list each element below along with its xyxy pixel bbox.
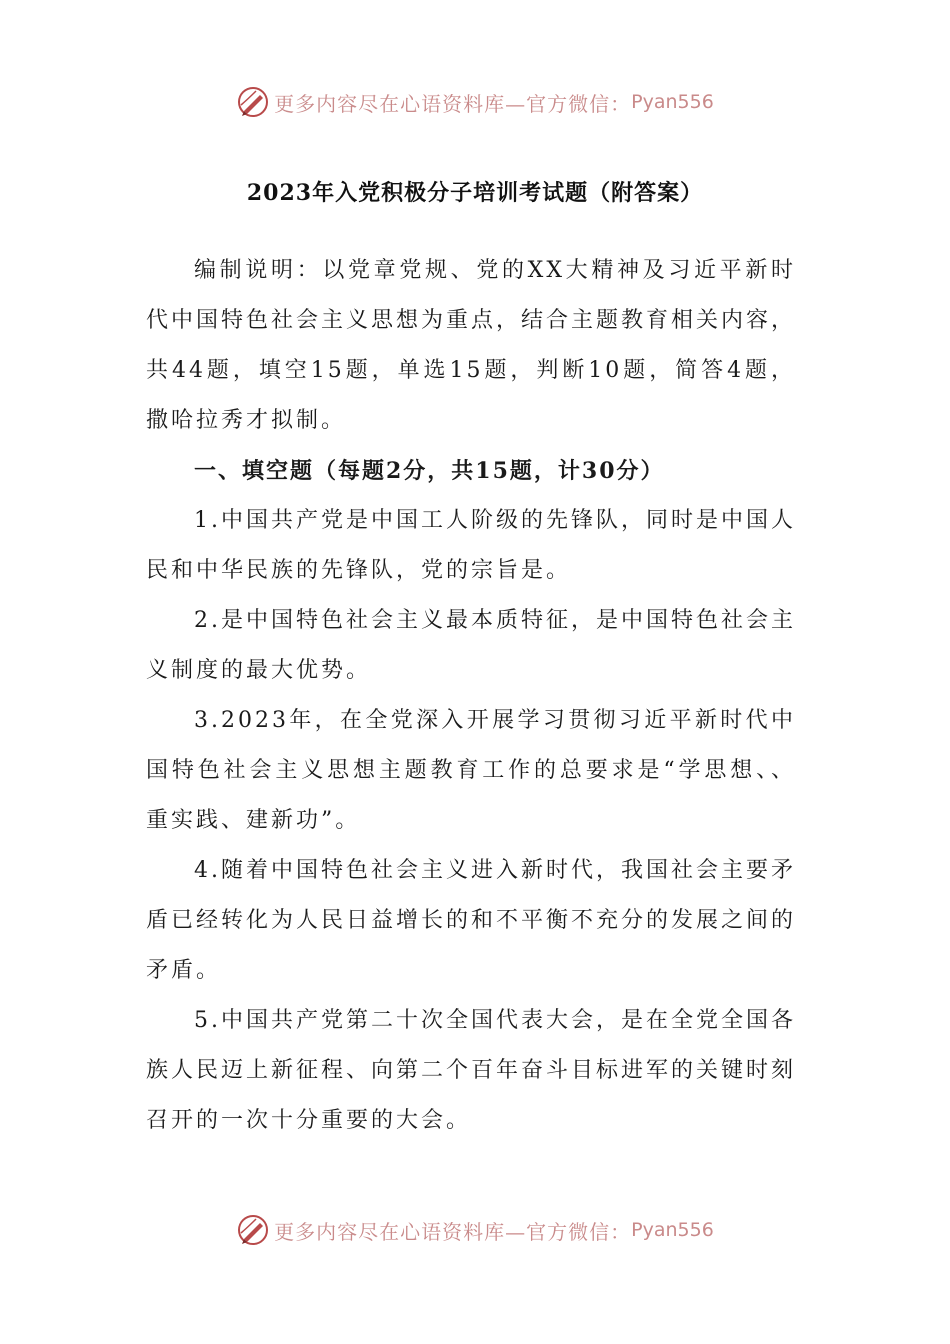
pen-logo-icon [236, 85, 270, 119]
footer-watermark [0, 1210, 950, 1250]
intro-paragraph: 编制说明：以党章党规、党的XX大精神及习近平新时代中国特色社会主义思想为重点，结合主题教育相关内容，共44题，填空15题，单选15题，判断10题，简答4题，撒哈拉秀才拟制。 [146, 258, 797, 433]
question-item: 3.2023年，在全党深入开展学习贯彻习近平新时代中国特色社会主义思想主题教育工作的总要求是“学思想、、重实践、建新功”。 [146, 708, 796, 833]
question-item: 2.是中国特色社会主义最本质特征，是中国特色社会主义制度的最大优势。 [146, 608, 796, 683]
question-item: 5.中国共产党第二十次全国代表大会，是在全党全国各族人民迈上新征程、向第二个百年奋斗目标进军的关键时刻召开的一次十分重要的大会。 [146, 1008, 797, 1133]
section-heading-fill-in: 一、填空题（每题2分，共15题，计30分） [194, 458, 665, 484]
header-watermark [0, 82, 950, 122]
pen-logo-icon [236, 1213, 270, 1247]
question-item: 1.中国共产党是中国工人阶级的先锋队，同时是中国人民和中华民族的先锋队，党的宗旨是。 [146, 508, 796, 583]
document-title: 2023年入党积极分子培训考试题（附答案） [246, 180, 704, 206]
question-item: 4.随着中国特色社会主义进入新时代，我国社会主要矛盾已经转化为人民日益增长的和不平衡不充分的发展之间的矛盾。 [146, 858, 797, 983]
watermark-text: 更多内容尽在心语资料库—官方微信： [274, 1219, 632, 1244]
watermark-wechat-id: Pyan556 [631, 1219, 714, 1241]
watermark-text: 更多内容尽在心语资料库—官方微信： [274, 91, 632, 116]
watermark-wechat-id: Pyan556 [631, 91, 714, 113]
document-body [146, 246, 796, 1146]
